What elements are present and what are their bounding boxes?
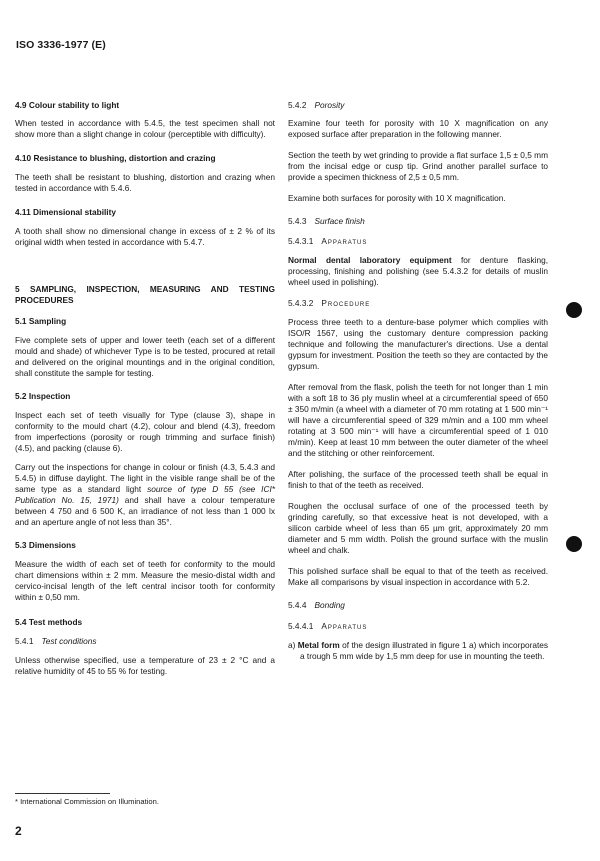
section-5-4-1-title: 5.4.1 Test conditions [15,636,97,646]
section-5-4-3-1-body: Normal dental laboratory equipment for denture flasking, processing, finishing and polishing (see 5.4.3.2 for details of muslin wheel used in polishing). [288,255,548,287]
section-4-9-title: 4.9 Colour stability to light [15,100,120,110]
section-4-11-body: A tooth shall show no dimensional change in excess of ± 2 % of its original width when tested in accordance with 5.4.7. [15,226,275,247]
section-4-10-body: The teeth shall be resistant to blushing, distortion and crazing when tested in accordance with 5.4.6. [15,172,275,193]
section-5-4-3-title: 5.4.3 Surface finish [288,216,365,226]
footnote-rule [15,793,110,794]
section-5-4-3-2-p4: Roughen the occlusal surface of one of the processed teeth by grinding carefully, so that excessive heat is not developed, with a silicon carbide wheel of less than 65 µm grit, approximately 20 mm diameter and 5 mm width. Polish the ground surface with the muslin wheel and chalk. [288,501,548,555]
section-5-4-3-2-title: 5.4.3.2 Procedure [288,298,371,308]
section-4-9-body: When tested in accordance with 5.4.5, the test specimen shall not show more than a slight change in colour (perceptible with difficulty). [15,118,275,139]
change-bar-dot [566,536,582,552]
section-5-4-3-2-p5: This polished surface shall be equal to that of the teeth as received. Make all comparisons by visual inspection in accordance with 5.2. [288,566,548,587]
section-5-3-title: 5.3 Dimensions [15,540,76,550]
section-5-4-2-p3: Examine both surfaces for porosity with 10 X magnification. [288,193,506,203]
section-5-2-body-b: Carry out the inspections for change in colour or finish (4.3, 5.4.3 and 5.4.5) in diffuse daylight. The light in the visible range shall be of the same type as a standard light source of type D 55 (see ICI* Publication No. 15, 1971) and shall have a colour temperature between 4 750 and 6 500 K, an irradiance of not less than 1 000 lx and an aperture angle of not less than 35°. [15,462,275,527]
section-5-3-body: Measure the width of each set of teeth for conformity to the mould chart dimensions within ± 2 mm. Measure the mesio-distal width and cervico-incisal length of the left central incisor tooth for conformity within ± 0,50 mm. [15,559,275,602]
section-5-1-title: 5.1 Sampling [15,316,67,326]
section-5-4-4-1-item-a: a) Metal form of the design illustrated in figure 1 a) which incorporates a trough 5 mm wide by 1,5 mm deep for use in mounting the teeth. [288,640,549,661]
section-4-10-title: 4.10 Resistance to blushing, distortion and crazing [15,153,216,163]
section-5-2-title: 5.2 Inspection [15,391,71,401]
section-5-1-body: Five complete sets of upper and lower teeth (each set of a different mould and shade) of whichever Type is to be tested, procured at retail and delivered on the original mountings and in the original condition, shall constitute the sample for testing. [15,335,275,378]
section-4-11-title: 4.11 Dimensional stability [15,207,116,217]
left-column [15,96,275,677]
section-5-title: 5 SAMPLING, INSPECTION, MEASURING AND TESTING PROCEDURES [15,284,275,305]
section-5-4-4-1-title: 5.4.4.1 Apparatus [288,621,368,631]
section-5-4-3-1-title: 5.4.3.1 Apparatus [288,236,368,246]
section-5-4-title: 5.4 Test methods [15,617,83,627]
page-number: 2 [15,824,22,838]
section-5-4-2-p1: Examine four teeth for porosity with 10 X magnification on any exposed surface after preparation in the following manner. [288,118,548,139]
section-5-2-body-a: Inspect each set of teeth visually for Type (clause 3), shape in conformity to the mould chart (4.2), colour and blend (4.3), freedom from imperfections (porosity or rough trimming and surface finish) (4.5), and packing (clause 6). [15,410,275,453]
section-5-4-2-title: 5.4.2 Porosity [288,100,345,110]
section-5-4-2-p2: Section the teeth by wet grinding to provide a flat surface 1,5 ± 0,5 mm from the incisal edge or cusp tip. Grind another parallel surface to provide a specimen thickness of 2,5 ± 0,5 mm. [288,150,548,182]
document-header: ISO 3336-1977 (E) [16,39,106,51]
right-column [288,96,548,662]
section-5-4-3-2-p1: Process three teeth to a denture-base polymer which complies with ISO/R 1567, using the customary denture compression packing technique and following the manufacturer's directions. Use a dental gypsum for investment. Position the teeth so they are contacted by the gypsum. [288,317,548,371]
section-5-4-3-2-p2: After removal from the flask, polish the teeth for not longer than 1 min with a soft 18 to 36 ply muslin wheel at a circumferential speed of 650 ± 350 m/min (a wheel with a diameter of 70 mm rotating at 1 500 min⁻¹ will have a circumferential speed of 329 m/min and a 100 mm wheel rotating at 3 500 min⁻¹ will have a circumferential speed of 1 010 m/min). Keep at least 10 mm between the outer diameter of the wheel and the stitching or other reinforcement. [288,382,548,458]
section-5-4-4-title: 5.4.4 Bonding [288,600,345,610]
section-5-4-1-body: Unless otherwise specified, use a temperature of 23 ± 2 °C and a relative humidity of 45 to 55 % for testing. [15,655,275,676]
section-5-4-3-2-p3: After polishing, the surface of the processed teeth shall be equal in finish to that of the teeth as received. [288,469,548,490]
change-bar-dot [566,302,582,318]
footnote: * International Commission on Illumination. [15,797,159,806]
